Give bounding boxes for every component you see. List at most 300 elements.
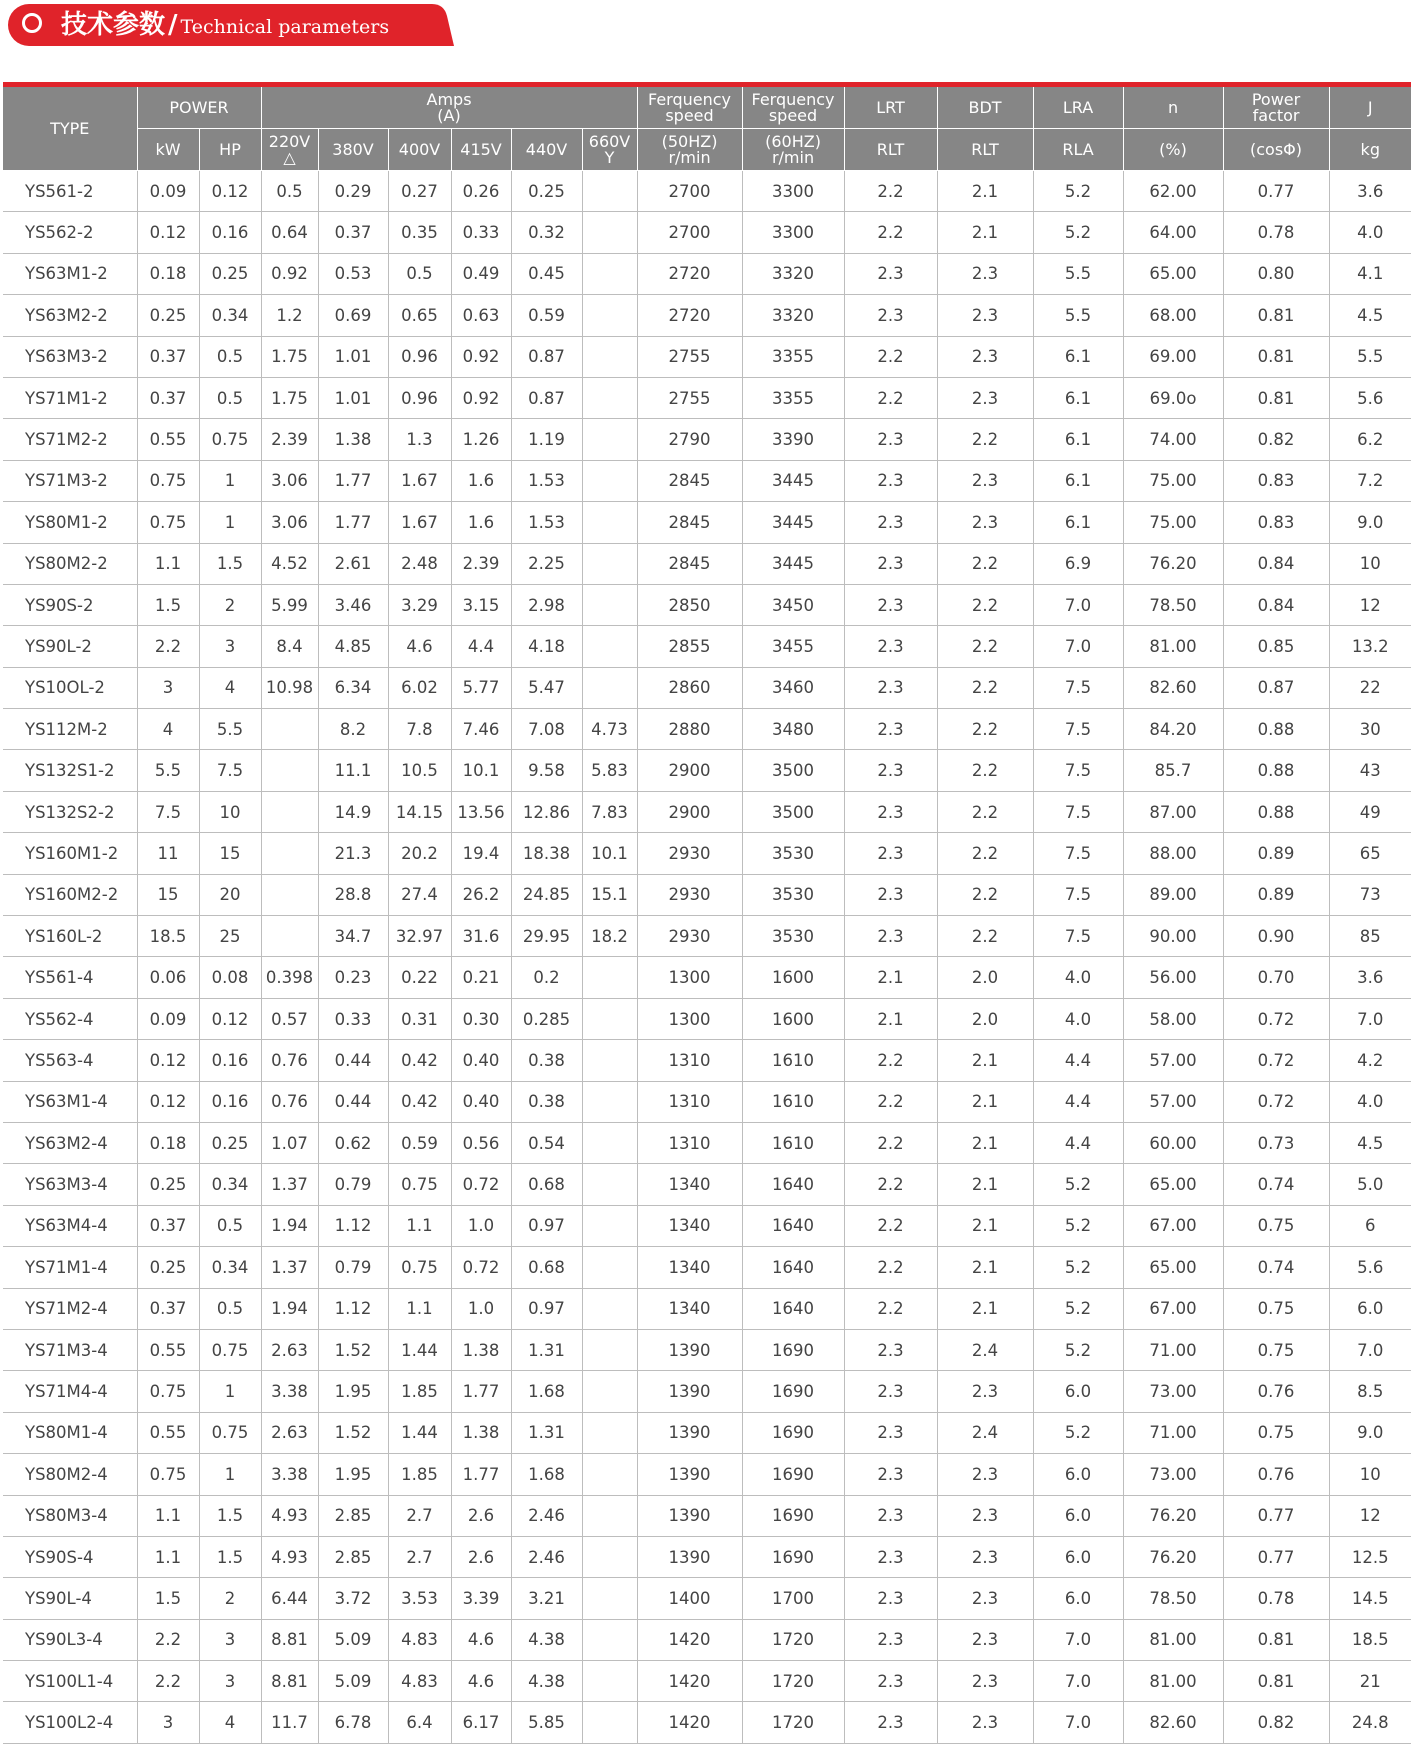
value-cell: 1.52 (318, 1412, 388, 1453)
value-cell: 1.94 (261, 1205, 318, 1246)
value-cell: 26.2 (451, 874, 511, 915)
value-cell: 2.2 (937, 874, 1033, 915)
value-cell: 4.18 (511, 626, 582, 667)
value-cell: 7.46 (451, 709, 511, 750)
value-cell: 3.39 (451, 1578, 511, 1619)
table-row (3, 1081, 1411, 1122)
value-cell: 1600 (742, 998, 844, 1039)
value-cell: 68.00 (1123, 295, 1223, 336)
value-cell: 2.3 (937, 253, 1033, 294)
value-cell: 5.0 (1329, 1164, 1411, 1205)
value-cell: 2.63 (261, 1412, 318, 1453)
value-cell: 4.38 (511, 1619, 582, 1660)
value-cell: 0.88 (1223, 791, 1329, 832)
value-cell: 2.3 (844, 833, 937, 874)
value-cell: 2790 (637, 419, 742, 460)
value-cell: 11.7 (261, 1702, 318, 1743)
value-cell: 11 (137, 833, 199, 874)
value-cell: 1.5 (199, 1536, 261, 1577)
value-cell: 7.5 (199, 750, 261, 791)
value-cell: 0.74 (1223, 1247, 1329, 1288)
value-cell: 2.3 (844, 460, 937, 501)
circle-icon (22, 13, 42, 33)
value-cell: 75.00 (1123, 502, 1223, 543)
value-cell: 0.27 (388, 171, 451, 212)
value-cell: 1390 (637, 1329, 742, 1370)
value-cell: 1300 (637, 998, 742, 1039)
value-cell: 3390 (742, 419, 844, 460)
value-cell: 2.3 (937, 502, 1033, 543)
value-cell: 6.0 (1329, 1288, 1411, 1329)
value-cell: 0.42 (388, 1081, 451, 1122)
value-cell: 4 (137, 709, 199, 750)
value-cell: 6.4 (388, 1702, 451, 1743)
type-cell: YS71M2-4 (3, 1288, 137, 1329)
value-cell: 3.29 (388, 584, 451, 625)
value-cell: 2.39 (451, 543, 511, 584)
value-cell: 15 (199, 833, 261, 874)
type-cell: YS80M2-2 (3, 543, 137, 584)
value-cell: 1.3 (388, 419, 451, 460)
value-cell: 0.56 (451, 1122, 511, 1163)
value-cell: 3 (137, 667, 199, 708)
value-cell: 0.90 (1223, 916, 1329, 957)
value-cell: 0.65 (388, 295, 451, 336)
value-cell: 2.2 (844, 1122, 937, 1163)
value-cell: 0.5 (388, 253, 451, 294)
value-cell: 7.5 (1033, 709, 1123, 750)
value-cell (582, 1371, 637, 1412)
value-cell: 2.2 (844, 212, 937, 253)
value-cell: 1340 (637, 1247, 742, 1288)
value-cell (261, 709, 318, 750)
value-cell: 0.85 (1223, 626, 1329, 667)
value-cell: 0.59 (388, 1122, 451, 1163)
value-cell: 2845 (637, 502, 742, 543)
value-cell: 4.85 (318, 626, 388, 667)
value-cell: 0.08 (199, 957, 261, 998)
value-cell: 2.25 (511, 543, 582, 584)
value-cell (582, 1578, 637, 1619)
type-cell: YS132S1-2 (3, 750, 137, 791)
value-cell: 0.34 (199, 295, 261, 336)
table-header (3, 87, 1411, 171)
type-cell: YS63M2-2 (3, 295, 137, 336)
value-cell: 82.60 (1123, 1702, 1223, 1743)
col-lra: LRA (1033, 87, 1123, 129)
value-cell (582, 957, 637, 998)
table-row (3, 709, 1411, 750)
value-cell: 0.33 (318, 998, 388, 1039)
table-row (3, 1247, 1411, 1288)
value-cell: 3500 (742, 750, 844, 791)
value-cell: 1.31 (511, 1329, 582, 1370)
value-cell: 0.398 (261, 957, 318, 998)
value-cell: 4.83 (388, 1661, 451, 1702)
value-cell: 4.93 (261, 1536, 318, 1577)
value-cell: 0.32 (511, 212, 582, 253)
value-cell: 0.75 (137, 1454, 199, 1495)
value-cell: 2.85 (318, 1536, 388, 1577)
value-cell: 4.1 (1329, 253, 1411, 294)
value-cell: 3445 (742, 502, 844, 543)
value-cell: 0.16 (199, 212, 261, 253)
value-cell: 0.16 (199, 1040, 261, 1081)
value-cell: 2.2 (937, 833, 1033, 874)
value-cell: 14.9 (318, 791, 388, 832)
type-cell: YS132S2-2 (3, 791, 137, 832)
type-cell: YS71M3-2 (3, 460, 137, 501)
value-cell: 3320 (742, 295, 844, 336)
value-cell: 85.7 (1123, 750, 1223, 791)
type-cell: YS63M1-4 (3, 1081, 137, 1122)
value-cell: 2930 (637, 833, 742, 874)
value-cell: 73.00 (1123, 1454, 1223, 1495)
col-380v: 380V (318, 129, 388, 171)
value-cell: 0.81 (1223, 377, 1329, 418)
value-cell: 5.85 (511, 1702, 582, 1743)
value-cell: 2850 (637, 584, 742, 625)
value-cell: 2.1 (937, 171, 1033, 212)
title-chinese: 技术参数 (61, 10, 166, 40)
value-cell: 1390 (637, 1536, 742, 1577)
value-cell (582, 1495, 637, 1536)
value-cell: 2.3 (937, 460, 1033, 501)
value-cell: 5.2 (1033, 171, 1123, 212)
value-cell: 1.1 (388, 1288, 451, 1329)
value-cell: 1.75 (261, 377, 318, 418)
value-cell: 0.83 (1223, 460, 1329, 501)
value-cell: 0.12 (137, 1081, 199, 1122)
value-cell: 49 (1329, 791, 1411, 832)
value-cell: 1.5 (137, 584, 199, 625)
table-row (3, 1164, 1411, 1205)
value-cell: 0.83 (1223, 502, 1329, 543)
col-amps: Amps (A) (261, 87, 637, 129)
value-cell: 0.38 (511, 1040, 582, 1081)
value-cell: 0.25 (199, 1122, 261, 1163)
value-cell (261, 916, 318, 957)
value-cell: 3455 (742, 626, 844, 667)
table-row (3, 253, 1411, 294)
value-cell: 76.20 (1123, 1536, 1223, 1577)
value-cell: 6.17 (451, 1702, 511, 1743)
value-cell: 5.83 (582, 750, 637, 791)
value-cell (582, 1247, 637, 1288)
value-cell: 0.96 (388, 377, 451, 418)
value-cell (261, 750, 318, 791)
value-cell: 2855 (637, 626, 742, 667)
value-cell: 12.86 (511, 791, 582, 832)
col-660v: 660V Y (582, 129, 637, 171)
type-cell: YS100L1-4 (3, 1661, 137, 1702)
value-cell: 18.5 (1329, 1619, 1411, 1660)
value-cell: 5.99 (261, 584, 318, 625)
value-cell: 1700 (742, 1578, 844, 1619)
value-cell: 2.1 (937, 1247, 1033, 1288)
value-cell: 2.1 (937, 1164, 1033, 1205)
type-cell: YS90S-2 (3, 584, 137, 625)
value-cell: 2.2 (844, 1164, 937, 1205)
table-row (3, 1536, 1411, 1577)
value-cell: 0.79 (318, 1247, 388, 1288)
value-cell: 2.3 (844, 502, 937, 543)
value-cell: 7.0 (1033, 1661, 1123, 1702)
value-cell: 0.62 (318, 1122, 388, 1163)
value-cell: 0.78 (1223, 1578, 1329, 1619)
value-cell: 4.6 (451, 1619, 511, 1660)
value-cell: 1.77 (318, 502, 388, 543)
col-n: n (1123, 87, 1223, 129)
value-cell: 0.09 (137, 998, 199, 1039)
value-cell: 0.34 (199, 1247, 261, 1288)
value-cell: 0.76 (1223, 1454, 1329, 1495)
value-cell: 0.37 (137, 1205, 199, 1246)
value-cell: 2.3 (844, 791, 937, 832)
table-row (3, 916, 1411, 957)
value-cell: 5.5 (137, 750, 199, 791)
value-cell: 2.1 (844, 998, 937, 1039)
type-cell: YS80M3-4 (3, 1495, 137, 1536)
col-lrt-rlt: RLT (844, 129, 937, 171)
value-cell: 57.00 (1123, 1040, 1223, 1081)
value-cell: 0.81 (1223, 336, 1329, 377)
value-cell: 0.72 (451, 1247, 511, 1288)
value-cell: 2.2 (937, 543, 1033, 584)
table-row (3, 833, 1411, 874)
value-cell: 1.0 (451, 1205, 511, 1246)
value-cell: 3.06 (261, 460, 318, 501)
value-cell: 25 (199, 916, 261, 957)
value-cell: 0.5 (199, 377, 261, 418)
value-cell: 1 (199, 502, 261, 543)
value-cell: 3 (199, 1661, 261, 1702)
value-cell: 2900 (637, 791, 742, 832)
value-cell: 2.4 (937, 1412, 1033, 1453)
value-cell: 3.38 (261, 1454, 318, 1495)
value-cell: 2845 (637, 543, 742, 584)
value-cell: 2 (199, 584, 261, 625)
value-cell: 1.2 (261, 295, 318, 336)
value-cell: 6.78 (318, 1702, 388, 1743)
value-cell: 1.01 (318, 336, 388, 377)
table-row (3, 1122, 1411, 1163)
table-row (3, 1702, 1411, 1743)
value-cell: 0.30 (451, 998, 511, 1039)
type-cell: YS63M1-2 (3, 253, 137, 294)
value-cell: 10.1 (582, 833, 637, 874)
table-row (3, 1578, 1411, 1619)
value-cell: 12 (1329, 584, 1411, 625)
value-cell: 12 (1329, 1495, 1411, 1536)
value-cell: 6.34 (318, 667, 388, 708)
value-cell: 0.12 (137, 1040, 199, 1081)
value-cell: 7.5 (1033, 874, 1123, 915)
type-cell: YS160M1-2 (3, 833, 137, 874)
value-cell: 2.3 (937, 377, 1033, 418)
value-cell: 14.5 (1329, 1578, 1411, 1619)
value-cell: 0.75 (388, 1164, 451, 1205)
value-cell: 0.26 (451, 171, 511, 212)
col-bdt: BDT (937, 87, 1033, 129)
value-cell: 75.00 (1123, 460, 1223, 501)
value-cell: 4.5 (1329, 295, 1411, 336)
value-cell: 1.53 (511, 502, 582, 543)
value-cell: 1390 (637, 1495, 742, 1536)
value-cell (582, 1619, 637, 1660)
value-cell: 7.08 (511, 709, 582, 750)
value-cell: 81.00 (1123, 1619, 1223, 1660)
value-cell: 2.2 (844, 336, 937, 377)
table-row (3, 1661, 1411, 1702)
value-cell: 1.85 (388, 1454, 451, 1495)
value-cell: 2.85 (318, 1495, 388, 1536)
value-cell: 1.67 (388, 502, 451, 543)
value-cell: 21.3 (318, 833, 388, 874)
value-cell: 0.77 (1223, 1495, 1329, 1536)
value-cell: 4.0 (1033, 998, 1123, 1039)
type-cell: YS63M2-4 (3, 1122, 137, 1163)
value-cell: 3300 (742, 171, 844, 212)
value-cell: 6.02 (388, 667, 451, 708)
value-cell: 64.00 (1123, 212, 1223, 253)
value-cell (582, 584, 637, 625)
value-cell (582, 253, 637, 294)
value-cell: 0.84 (1223, 584, 1329, 625)
value-cell: 81.00 (1123, 1661, 1223, 1702)
value-cell: 2700 (637, 171, 742, 212)
value-cell: 2.2 (844, 1040, 937, 1081)
value-cell: 7.5 (137, 791, 199, 832)
table-row (3, 171, 1411, 212)
value-cell: 2.39 (261, 419, 318, 460)
value-cell: 1.0 (451, 1288, 511, 1329)
value-cell: 0.12 (199, 998, 261, 1039)
table-row (3, 336, 1411, 377)
value-cell: 0.89 (1223, 874, 1329, 915)
type-cell: YS63M3-2 (3, 336, 137, 377)
value-cell: 2.2 (137, 626, 199, 667)
value-cell: 1340 (637, 1164, 742, 1205)
value-cell: 2.2 (937, 791, 1033, 832)
value-cell: 6.0 (1033, 1495, 1123, 1536)
value-cell: 1.37 (261, 1247, 318, 1288)
title-banner (8, 4, 454, 46)
value-cell: 3530 (742, 916, 844, 957)
col-60hz-rpm: (60HZ) r/min (742, 129, 844, 171)
type-cell: YS563-4 (3, 1040, 137, 1081)
value-cell: 2.3 (844, 916, 937, 957)
value-cell: 0.88 (1223, 709, 1329, 750)
value-cell: 0.76 (261, 1081, 318, 1122)
value-cell: 0.12 (199, 171, 261, 212)
type-cell: YS71M1-4 (3, 1247, 137, 1288)
col-hp: HP (199, 129, 261, 171)
type-cell: YS80M1-4 (3, 1412, 137, 1453)
value-cell: 2.2 (937, 584, 1033, 625)
value-cell: 2.3 (937, 1578, 1033, 1619)
value-cell: 7.5 (1033, 791, 1123, 832)
value-cell: 85 (1329, 916, 1411, 957)
value-cell: 4.6 (451, 1661, 511, 1702)
value-cell: 2.0 (937, 957, 1033, 998)
value-cell: 2.0 (937, 998, 1033, 1039)
value-cell: 4.93 (261, 1495, 318, 1536)
value-cell: 8.4 (261, 626, 318, 667)
value-cell: 1690 (742, 1536, 844, 1577)
value-cell: 6.1 (1033, 336, 1123, 377)
value-cell (582, 1536, 637, 1577)
value-cell: 0.22 (388, 957, 451, 998)
value-cell: 2.1 (844, 957, 937, 998)
value-cell: 0.75 (199, 419, 261, 460)
value-cell: 0.64 (261, 212, 318, 253)
value-cell: 0.38 (511, 1081, 582, 1122)
value-cell: 2.3 (844, 667, 937, 708)
value-cell: 87.00 (1123, 791, 1223, 832)
value-cell: 0.82 (1223, 419, 1329, 460)
value-cell: 2.2 (937, 667, 1033, 708)
value-cell: 5.09 (318, 1619, 388, 1660)
value-cell: 1340 (637, 1205, 742, 1246)
value-cell: 1.07 (261, 1122, 318, 1163)
table-row (3, 874, 1411, 915)
value-cell: 2.2 (937, 419, 1033, 460)
type-cell: YS562-4 (3, 998, 137, 1039)
value-cell: 0.77 (1223, 171, 1329, 212)
value-cell: 3530 (742, 874, 844, 915)
value-cell: 15.1 (582, 874, 637, 915)
value-cell: 0.5 (199, 336, 261, 377)
value-cell: 0.35 (388, 212, 451, 253)
value-cell: 7.0 (1329, 998, 1411, 1039)
value-cell: 0.2 (511, 957, 582, 998)
value-cell (582, 460, 637, 501)
value-cell: 5.5 (199, 709, 261, 750)
value-cell: 18.2 (582, 916, 637, 957)
value-cell: 0.5 (199, 1288, 261, 1329)
value-cell: 3.72 (318, 1578, 388, 1619)
value-cell: 4.83 (388, 1619, 451, 1660)
value-cell: 2.2 (844, 1288, 937, 1329)
table-row (3, 626, 1411, 667)
value-cell: 0.68 (511, 1164, 582, 1205)
value-cell: 3.46 (318, 584, 388, 625)
value-cell: 1.1 (137, 1536, 199, 1577)
table-row (3, 377, 1411, 418)
type-cell: YS71M4-4 (3, 1371, 137, 1412)
value-cell: 2930 (637, 874, 742, 915)
type-cell: YS561-4 (3, 957, 137, 998)
value-cell: 2755 (637, 336, 742, 377)
value-cell: 3500 (742, 791, 844, 832)
table-row (3, 667, 1411, 708)
value-cell: 3530 (742, 833, 844, 874)
value-cell: 0.75 (1223, 1329, 1329, 1370)
value-cell: 2.3 (844, 1454, 937, 1495)
value-cell: 1690 (742, 1329, 844, 1370)
value-cell: 4.0 (1329, 1081, 1411, 1122)
value-cell: 0.89 (1223, 833, 1329, 874)
value-cell: 1310 (637, 1081, 742, 1122)
value-cell: 0.29 (318, 171, 388, 212)
col-lrt: LRT (844, 87, 937, 129)
col-power-factor: Power factor (1223, 87, 1329, 129)
value-cell: 2.61 (318, 543, 388, 584)
value-cell: 2.3 (844, 626, 937, 667)
type-cell: YS100L2-4 (3, 1702, 137, 1743)
type-cell: YS160M2-2 (3, 874, 137, 915)
